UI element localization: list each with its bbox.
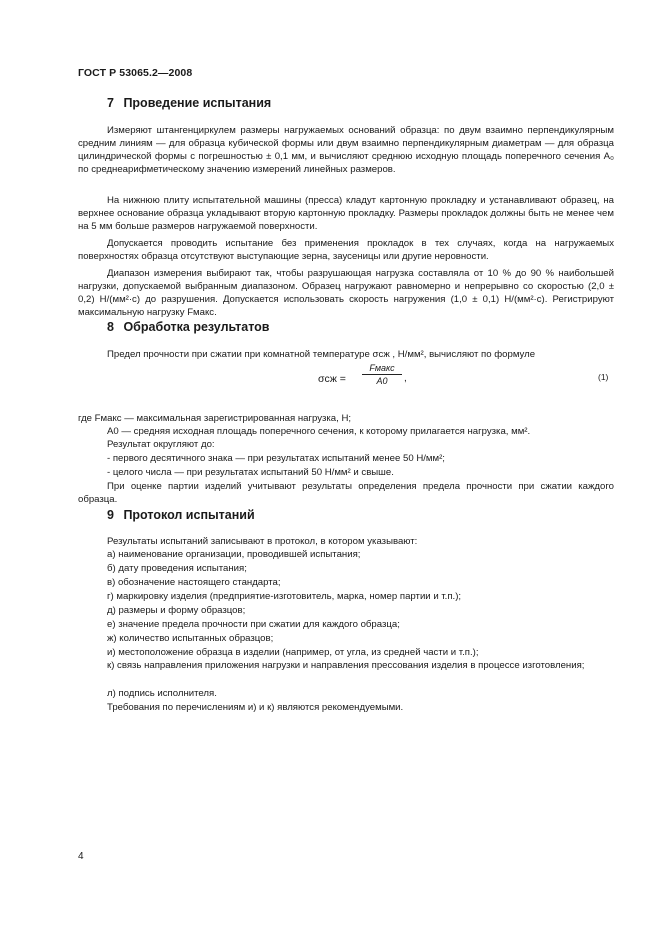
equation-number: (1) bbox=[598, 372, 609, 382]
protocol-item: и) местоположение образца в изделии (например, от угла, из средней части и т.п.); bbox=[107, 647, 479, 658]
formula-denominator: A0 bbox=[376, 376, 388, 386]
section-7-paragraph-1: Измеряют штангенциркулем размеры нагружаемых оснований образца: по двум взаимно перпендикулярным средним линиям — для образца кубической формы или двум взаимно перпендикулярным диаметрам — для образца цилиндрической формы с погрешностью ± 0,1 мм, и вычисляют среднюю исходную площадь поперечного сечения A₀ по среднеарифметическому значению измерений линейных размеров. bbox=[78, 125, 614, 175]
section-8-number: 8 bbox=[107, 320, 114, 334]
section-7-number: 7 bbox=[107, 96, 114, 110]
protocol-item: е) значение предела прочности при сжатии для каждого образца; bbox=[107, 619, 400, 630]
standard-header: ГОСТ Р 53065.2—2008 bbox=[78, 67, 193, 79]
section-9-title: Протокол испытаний bbox=[123, 508, 255, 522]
section-8-heading bbox=[107, 320, 269, 334]
protocol-item: д) размеры и форму образцов; bbox=[107, 605, 246, 616]
rounding-rule-2: - целого числа — при результатах испытаний 50 Н/мм² и свыше. bbox=[107, 467, 394, 478]
section-9-note: Требования по перечислениям и) и к) являются рекомендуемыми. bbox=[107, 702, 404, 713]
section-7-heading bbox=[107, 96, 271, 110]
protocol-item: ж) количество испытанных образцов; bbox=[107, 633, 274, 644]
formula-comma: , bbox=[404, 373, 407, 384]
protocol-item: к) связь направления приложения нагрузки и направления прессования изделия в процессе изготовления; bbox=[107, 660, 585, 671]
protocol-item: в) обозначение настоящего стандарта; bbox=[107, 577, 281, 588]
protocol-item: г) маркировку изделия (предприятие-изготовитель, марка, номер партии и т.п.); bbox=[107, 591, 462, 602]
section-9-intro: Результаты испытаний записывают в протокол, в котором указывают: bbox=[107, 536, 418, 547]
rounding-intro: Результат округляют до: bbox=[107, 439, 215, 450]
section-8-title: Обработка результатов bbox=[123, 320, 270, 334]
formula-numerator: Fмакс bbox=[362, 363, 402, 375]
page-number: 4 bbox=[78, 851, 84, 862]
section-7-title: Проведение испытания bbox=[123, 96, 272, 110]
rounding-rule-1: - первого десятичного знака — при результатах испытаний менее 50 Н/мм²; bbox=[107, 453, 445, 464]
formula-lhs: σсж = bbox=[318, 373, 346, 385]
formula-fraction bbox=[362, 363, 402, 386]
protocol-item: а) наименование организации, проводившей испытания; bbox=[107, 549, 361, 560]
section-8-intro: Предел прочности при сжатии при комнатной температуре σсж , Н/мм², вычисляют по формуле bbox=[107, 349, 536, 360]
section-8-final-paragraph: При оценке партии изделий учитывают результаты определения предела прочности при сжатии каждого образца. bbox=[78, 481, 614, 505]
protocol-item: л) подпись исполнителя. bbox=[107, 688, 217, 699]
where-line-2: A0 — средняя исходная площадь поперечного сечения, к которому прилагается нагрузка, мм². bbox=[107, 426, 531, 437]
where-line-1: где Fмакс — максимальная зарегистрированная нагрузка, Н; bbox=[78, 413, 352, 424]
protocol-item: б) дату проведения испытания; bbox=[107, 563, 247, 574]
section-9-heading bbox=[107, 508, 255, 522]
section-7-paragraph-4: Диапазон измерения выбирают так, чтобы разрушающая нагрузка составляла от 10 % до 90 % наибольшей нагрузки, допускаемой выбранным диапазоном. Образец нагружают равномерно и непрерывно со скоростью (2,0 ± 0,2) Н/(мм²·с) до разрушения. Допускается использовать скорость нагружения (1,0 ± 0,1) Н/(мм²·с). Регистрируют максимальную нагрузку Fмакс. bbox=[78, 268, 614, 318]
section-7-paragraph-3: Допускается проводить испытание без применения прокладок в тех случаях, когда на нагружаемых поверхностях образца отсутствуют выступающие зерна, заусеницы или другие неровности. bbox=[78, 238, 614, 262]
section-9-number: 9 bbox=[107, 508, 114, 522]
section-7-paragraph-2: На нижнюю плиту испытательной машины (пресса) кладут картонную прокладку и устанавливают образец, на верхнее основание образца укладывают вторую картонную прокладку. Размеры прокладок должны быть не менее чем на 5 мм больше размеров нагружаемой поверхности. bbox=[78, 195, 614, 232]
